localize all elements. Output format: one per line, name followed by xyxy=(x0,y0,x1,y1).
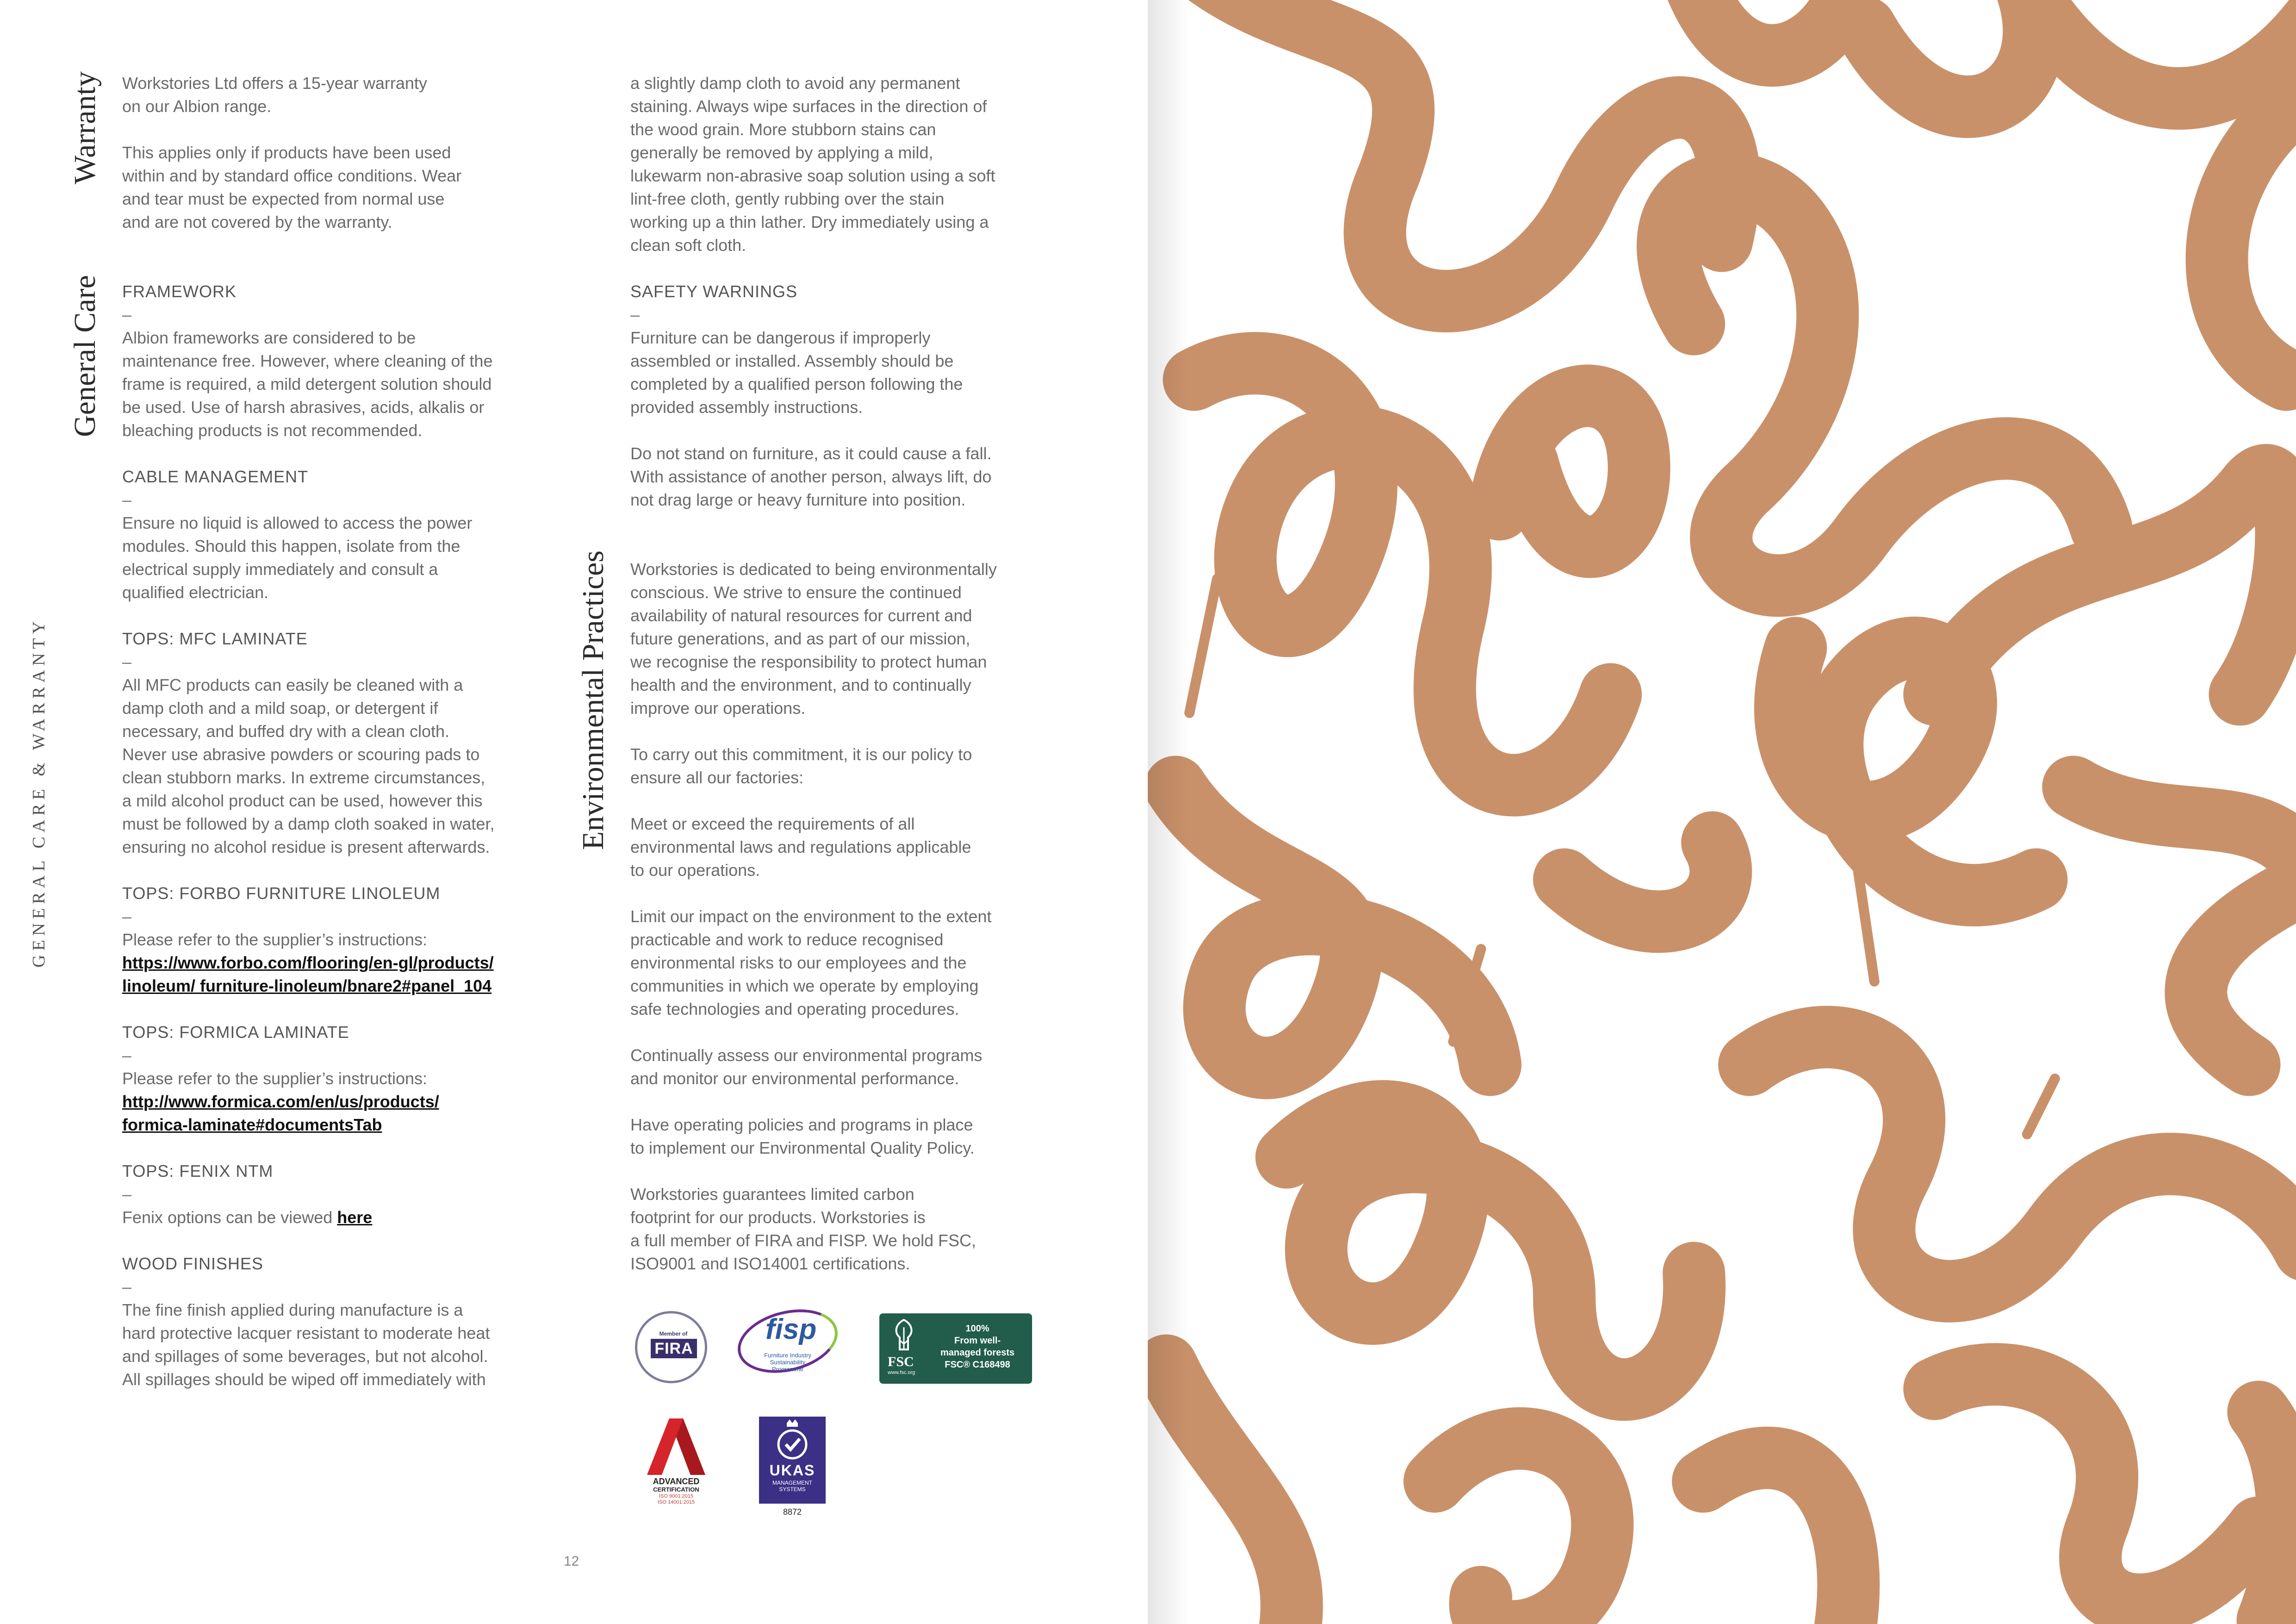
advanced-certification-logo xyxy=(641,1418,711,1511)
text-line: Please refer to the supplier’s instructions: xyxy=(122,1069,428,1088)
ukas-crown-check-icon xyxy=(759,1417,826,1463)
text-line: conscious. We strive to ensure the continued xyxy=(630,583,962,602)
page-number: 12 xyxy=(564,1554,579,1569)
text-line: Workstories is dedicated to being environmentally xyxy=(630,560,997,579)
text-line: necessary, and buffed dry with a clean cloth. xyxy=(122,722,450,741)
framework-heading: FRAMEWORK xyxy=(122,282,236,301)
fenix-heading: TOPS: FENIX NTM xyxy=(122,1162,274,1181)
advanced-line-3: ISO 9001:2015 xyxy=(659,1493,693,1499)
brush-stroke xyxy=(1703,1458,1848,1624)
brush-stroke xyxy=(1166,1366,1292,1624)
text-line: health and the environment, and to continually xyxy=(630,675,971,694)
brush-splatter xyxy=(2027,1079,2055,1134)
text-line: on our Albion range. xyxy=(122,97,272,116)
dash: – xyxy=(122,652,132,671)
general-care-title: General Care xyxy=(68,275,102,437)
text-line: and tear must be expected from normal use xyxy=(122,189,445,208)
ukas-badge xyxy=(759,1417,826,1504)
text-line: Meet or exceed the requirements of all xyxy=(630,814,915,833)
fsc-line-1: 100% xyxy=(965,1324,989,1334)
text-line: generally be removed by applying a mild, xyxy=(630,143,933,162)
fsc-claim xyxy=(927,1323,1028,1371)
text-line: ISO9001 and ISO14001 certifications. xyxy=(630,1254,910,1273)
brush-stroke xyxy=(1694,0,1851,56)
column-1 xyxy=(122,72,529,1391)
text-line: modules. Should this happen, isolate from the xyxy=(122,537,460,556)
brush-stroke xyxy=(1865,0,2296,107)
advanced-text xyxy=(641,1477,711,1505)
dash: – xyxy=(122,1185,132,1204)
text-line: practicable and work to reduce recognised xyxy=(630,930,944,949)
text-line: lukewarm non-abrasive soap solution using a soft xyxy=(630,166,996,185)
text-line: availability of natural resources for current and xyxy=(630,606,972,625)
text-line: Never use abrasive powders or scouring pads to xyxy=(122,745,480,764)
brush-stroke xyxy=(1435,1438,1602,1624)
fisp-wordmark: fisp xyxy=(765,1313,817,1345)
text-line: Limit our impact on the environment to the extent xyxy=(630,907,992,926)
text-line: Continually assess our environmental programs xyxy=(630,1046,983,1065)
text-line: assembled or installed. Assembly should be xyxy=(630,351,954,370)
warranty-title: Warranty xyxy=(68,71,102,184)
ukas-logo xyxy=(759,1417,826,1520)
forbo-heading: TOPS: FORBO FURNITURE LINOLEUM xyxy=(122,884,441,903)
ukas-sub-1: MANAGEMENT xyxy=(772,1480,812,1486)
right-page-brush-pattern xyxy=(1148,0,2296,1624)
brush-stroke xyxy=(1500,396,1639,547)
text-line: staining. Always wipe surfaces in the direction of xyxy=(630,97,987,116)
text-line: and monitor our environmental performance. xyxy=(630,1069,959,1088)
ukas-number: 8872 xyxy=(783,1507,802,1517)
fsc-logo xyxy=(879,1313,1032,1384)
text-line: Please refer to the supplier’s instructions: xyxy=(122,930,428,949)
fsc-url: www.fsc.org xyxy=(888,1370,915,1375)
text-line: within and by standard office conditions. Wear xyxy=(122,166,462,185)
safety-heading: SAFETY WARNINGS xyxy=(630,282,798,301)
text-line: Furniture can be dangerous if improperly xyxy=(630,328,931,347)
fisp-logo xyxy=(737,1306,848,1385)
dash: – xyxy=(122,1277,132,1296)
fira-wordmark: FIRA xyxy=(651,1339,697,1358)
brush-stroke xyxy=(2217,111,2286,380)
text-line: This applies only if products have been used xyxy=(122,143,451,162)
brush-stroke xyxy=(1176,787,1490,1068)
wood-heading: WOOD FINISHES xyxy=(122,1254,264,1273)
dash: – xyxy=(122,305,132,324)
dash: – xyxy=(122,907,132,926)
text-line: the wood grain. More stubborn stains can xyxy=(630,120,936,139)
fsc-line-3: managed forests xyxy=(940,1348,1015,1358)
text-line: The fine finish applied during manufacture is a xyxy=(122,1300,463,1319)
cable-heading: CABLE MANAGEMENT xyxy=(122,467,309,486)
fsc-tree-icon xyxy=(886,1317,922,1354)
fsc-line-2: From well- xyxy=(954,1336,1001,1346)
text-line: frame is required, a mild detergent solution should xyxy=(122,375,492,394)
brush-splatter xyxy=(1189,579,1217,713)
text-line: Have operating policies and programs in place xyxy=(630,1115,973,1134)
text-line: and spillages of some beverages, but not alcohol. xyxy=(122,1347,488,1366)
text-line: a full member of FIRA and FISP. We hold FSC, xyxy=(630,1231,976,1250)
text-line: clean soft cloth. xyxy=(630,236,747,255)
text-line: Ensure no liquid is allowed to access the power xyxy=(122,513,473,532)
text-line: a mild alcohol product can be used, however this xyxy=(122,791,483,810)
column-2 xyxy=(630,72,1038,1275)
text-line: All spillages should be wiped off immediately with xyxy=(122,1370,486,1389)
running-head: GENERAL CARE & WARRANTY xyxy=(29,617,49,968)
ukas-wordmark: UKAS xyxy=(769,1462,815,1479)
formica-heading: TOPS: FORMICA LAMINATE xyxy=(122,1023,349,1042)
text-line: All MFC products can easily be cleaned with a xyxy=(122,675,463,694)
text-line: future generations, and as part of our mission, xyxy=(630,629,971,648)
text-line: bleaching products is not recommended. xyxy=(122,421,423,440)
brush-stroke xyxy=(2073,787,2296,1065)
text-line: ensuring no alcohol residue is present afterwards. xyxy=(122,837,490,856)
text-line: footprint for our products. Workstories is xyxy=(630,1208,926,1227)
dash: – xyxy=(122,1046,132,1065)
fenix-line xyxy=(122,1206,529,1229)
text-line: lint-free cloth, gently rubbing over the stain xyxy=(630,189,945,208)
text-line: working up a thin lather. Dry immediately using a xyxy=(630,212,989,231)
text-line: and are not covered by the warranty. xyxy=(122,212,392,231)
text-line: environmental risks to our employees and the xyxy=(630,953,967,972)
text-line: be used. Use of harsh abrasives, acids, alkalis or xyxy=(122,398,485,417)
text-line: damp cloth and a mild soap, or detergent if xyxy=(122,699,438,718)
text-line: safe technologies and operating procedures. xyxy=(630,999,959,1018)
text-line: ensure all our factories: xyxy=(630,768,804,787)
fisp-subtitle: Furniture Industry Sustainability Programme xyxy=(764,1352,811,1373)
text-line: to our operations. xyxy=(630,861,760,880)
advanced-line-4: ISO 14001:2015 xyxy=(657,1499,695,1505)
text-line: hard protective lacquer resistant to moderate heat xyxy=(122,1324,490,1343)
fsc-badge xyxy=(879,1313,1032,1384)
brush-stroke xyxy=(1564,843,1721,922)
text-line: With assistance of another person, always lift, do xyxy=(630,467,992,486)
brush-stroke xyxy=(2259,1412,2288,1620)
text-line: to implement our Environmental Quality Policy. xyxy=(630,1138,975,1157)
brush-stroke xyxy=(1287,1112,1694,1390)
environmental-title: Environmental Practices xyxy=(576,550,610,850)
text-line: To carry out this commitment, it is our policy to xyxy=(630,745,972,764)
text-line: Workstories Ltd offers a 15-year warranty xyxy=(122,74,427,93)
text-line: improve our operations. xyxy=(630,699,806,718)
text-line: provided assembly instructions. xyxy=(630,398,863,417)
advanced-a-icon xyxy=(641,1418,711,1476)
fira-member-label: Member of xyxy=(659,1330,688,1337)
text-line: we recognise the responsibility to protect human xyxy=(630,652,987,671)
text-line: environmental laws and regulations applicable xyxy=(630,837,971,856)
text-line: qualified electrician. xyxy=(122,583,269,602)
dash: – xyxy=(122,490,132,509)
fira-logo xyxy=(635,1311,712,1388)
brush-stroke xyxy=(1935,1374,2259,1605)
fenix-text: Fenix options can be viewed xyxy=(122,1208,337,1227)
forbo-link-cont[interactable]: linoleum/ furniture-linoleum/bnare2#panel_104 xyxy=(122,976,492,995)
fsc-line-4: FSC® C168498 xyxy=(945,1360,1010,1370)
advanced-line-1: ADVANCED xyxy=(653,1477,700,1486)
text-line: Workstories guarantees limited carbon xyxy=(630,1185,915,1204)
fsc-wordmark: FSC xyxy=(888,1354,914,1369)
brush-stroke-pattern xyxy=(1148,0,2296,1624)
text-line: maintenance free. However, where cleaning of the xyxy=(122,351,493,370)
text-line: clean stubborn marks. In extreme circumstances, xyxy=(122,768,485,787)
text-line: not drag large or heavy furniture into position. xyxy=(630,490,966,509)
text-line: Do not stand on furniture, as it could cause a fall. xyxy=(630,444,992,463)
formica-link[interactable]: http://www.formica.com/en/us/products/ xyxy=(122,1092,439,1111)
text-line: completed by a qualified person following the xyxy=(630,375,963,394)
ukas-subtitle xyxy=(759,1480,826,1493)
text-line: Albion frameworks are considered to be xyxy=(122,328,416,347)
forbo-link[interactable]: https://www.forbo.com/flooring/en-gl/products/ xyxy=(122,953,494,972)
mfc-heading: TOPS: MFC LAMINATE xyxy=(122,629,308,648)
text-line: electrical supply immediately and consult a xyxy=(122,560,438,579)
advanced-line-2: CERTIFICATION xyxy=(653,1486,699,1493)
fenix-here-link[interactable]: here xyxy=(337,1208,373,1227)
dash: – xyxy=(630,305,640,324)
text-line: must be followed by a damp cloth soaked in water, xyxy=(122,814,495,833)
formica-link-cont[interactable]: formica-laminate#documentsTab xyxy=(122,1115,382,1134)
text-line: a slightly damp cloth to avoid any permanent xyxy=(630,74,960,93)
text-line: communities in which we operate by employing xyxy=(630,976,979,995)
ukas-sub-2: SYSTEMS xyxy=(779,1486,806,1493)
